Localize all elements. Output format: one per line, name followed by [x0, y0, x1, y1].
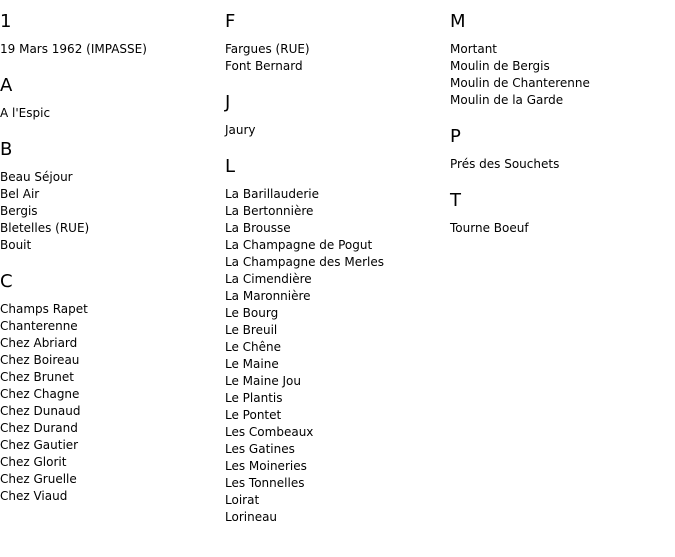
index-column — [0, 0, 220, 505]
street-list — [450, 156, 670, 173]
street-link[interactable]: A l'Espic — [0, 106, 51, 120]
street-link[interactable]: La Champagne des Merles — [225, 255, 384, 269]
street-link[interactable]: Chez Brunet — [0, 370, 74, 384]
street-link[interactable]: Chez Viaud — [0, 489, 68, 503]
street-link[interactable]: Les Tonnelles — [225, 476, 305, 490]
index-column — [450, 0, 670, 237]
street-link[interactable]: Chez Boireau — [0, 353, 80, 367]
letter-heading: T — [450, 190, 461, 211]
letter-group — [225, 11, 445, 75]
street-list — [450, 220, 670, 237]
street-list — [0, 105, 220, 122]
street-link[interactable]: Chez Glorit — [0, 455, 67, 469]
street-link[interactable]: Mortant — [450, 42, 497, 56]
street-link[interactable]: Bergis — [0, 204, 38, 218]
street-link[interactable]: Bletelles (RUE) — [0, 221, 90, 235]
index-column — [225, 0, 445, 526]
letter-group — [0, 75, 220, 122]
street-link[interactable]: Bouit — [0, 238, 32, 252]
street-list — [225, 41, 445, 75]
street-link[interactable]: La Brousse — [225, 221, 291, 235]
street-link[interactable]: Tourne Boeuf — [450, 221, 529, 235]
street-link[interactable]: Chez Chagne — [0, 387, 80, 401]
street-link[interactable]: Loirat — [225, 493, 260, 507]
street-link[interactable]: Bel Air — [0, 187, 40, 201]
letter-group — [0, 271, 220, 505]
street-link[interactable]: Prés des Souchets — [450, 157, 560, 171]
letter-heading: P — [450, 126, 461, 147]
street-link[interactable]: Moulin de Chanterenne — [450, 76, 590, 90]
street-link[interactable]: Chez Gautier — [0, 438, 79, 452]
street-link[interactable]: Le Plantis — [225, 391, 283, 405]
street-link[interactable]: Chez Durand — [0, 421, 78, 435]
street-link[interactable]: Le Breuil — [225, 323, 278, 337]
street-list — [0, 41, 220, 58]
street-link[interactable]: Chez Gruelle — [0, 472, 77, 486]
street-link[interactable]: Beau Séjour — [0, 170, 73, 184]
street-link[interactable]: Chez Dunaud — [0, 404, 81, 418]
street-link[interactable]: Le Maine Jou — [225, 374, 302, 388]
street-link[interactable]: Les Combeaux — [225, 425, 314, 439]
letter-heading: A — [0, 75, 13, 96]
street-link[interactable]: Font Bernard — [225, 59, 303, 73]
street-list — [450, 41, 670, 109]
letter-heading: M — [450, 11, 466, 32]
street-list — [225, 186, 445, 526]
letter-group — [225, 92, 445, 139]
street-link[interactable]: La Barillauderie — [225, 187, 319, 201]
letter-heading: F — [225, 11, 236, 32]
street-link[interactable]: 19 Mars 1962 (IMPASSE) — [0, 42, 147, 56]
letter-heading: L — [225, 156, 236, 177]
letter-group — [450, 190, 670, 237]
letter-group — [0, 11, 220, 58]
street-link[interactable]: La Maronnière — [225, 289, 311, 303]
street-link[interactable]: Le Maine — [225, 357, 279, 371]
letter-heading: C — [0, 271, 13, 292]
street-link[interactable]: Moulin de la Garde — [450, 93, 564, 107]
street-link[interactable]: Jaury — [225, 123, 256, 137]
street-link[interactable]: Chez Abriard — [0, 336, 78, 350]
street-link[interactable]: La Cimendière — [225, 272, 312, 286]
letter-group — [450, 11, 670, 109]
street-list — [0, 301, 220, 505]
street-link[interactable]: Le Chêne — [225, 340, 282, 354]
street-link[interactable]: Fargues (RUE) — [225, 42, 310, 56]
street-link[interactable]: Moulin de Bergis — [450, 59, 550, 73]
street-link[interactable]: La Champagne de Pogut — [225, 238, 373, 252]
letter-heading: B — [0, 139, 13, 160]
letter-group — [225, 156, 445, 526]
street-link[interactable]: Les Moineries — [225, 459, 307, 473]
street-link[interactable]: Le Pontet — [225, 408, 282, 422]
street-link[interactable]: La Bertonnière — [225, 204, 314, 218]
street-link[interactable]: Les Gatines — [225, 442, 295, 456]
letter-heading: J — [225, 92, 231, 113]
street-list — [225, 122, 445, 139]
street-link[interactable]: Chanterenne — [0, 319, 78, 333]
letter-group — [0, 139, 220, 254]
letter-group — [450, 126, 670, 173]
street-list — [0, 169, 220, 254]
street-link[interactable]: Champs Rapet — [0, 302, 88, 316]
letter-heading: 1 — [0, 11, 12, 32]
street-link[interactable]: Le Bourg — [225, 306, 279, 320]
street-link[interactable]: Lorineau — [225, 510, 278, 524]
